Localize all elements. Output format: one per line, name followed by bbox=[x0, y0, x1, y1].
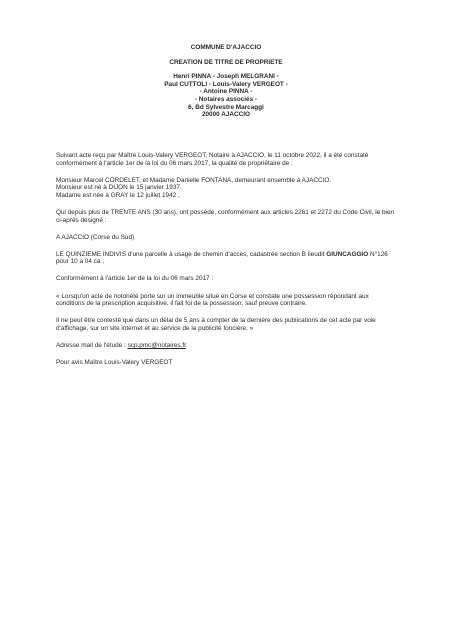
parcel-lieudit: GIUNCAGGIO bbox=[326, 250, 369, 258]
intro-paragraph: Suivant acte reçu par Maître Louis-Valery VERGEOT, Notaire à AJACCIO, le 11 octobre 2022, il a été constaté conformément à l'article 1er de la loi du 06 mars 2017, la qualité de propriétaire de : bbox=[56, 152, 369, 167]
law-reference: Conformément à l'article 1er de la loi du 06 mars 2017 : bbox=[56, 275, 214, 283]
parcel-paragraph bbox=[56, 251, 396, 266]
notaries-line: Henri PINNA - Joseph MELGRANI - bbox=[173, 73, 279, 81]
location-paragraph: A AJACCIO (Corse du Sud) bbox=[56, 233, 135, 241]
possession-paragraph: Qui depuis plus de TRENTE ANS (30 ans), ont possédé, conformément aux articles 2261 et 2272 du Code Civil, le bien ci-après désigné : bbox=[56, 208, 395, 224]
email-paragraph bbox=[56, 342, 396, 350]
quote-paragraph: Il ne peut être contesté que dans un délai de 5 ans à compter de la dernière des publications de cet acte par voie d'affichage, sur un site internet et au service de la publicité foncière. » bbox=[56, 317, 376, 332]
email-end: . bbox=[185, 341, 188, 349]
commune-heading: COMMUNE D'AJACCIO bbox=[190, 44, 262, 51]
owners-line: Monsieur Marcel CORDELET, et Madame Danielle FONTANA, demeurant ensemble à AJACCIO. bbox=[56, 176, 332, 184]
quote-paragraph: « Lorsqu'un acte de notoriété porte sur un immeuble situé en Corse et constate une possession répondant aux conditions de la prescription acquisitive, il fait foi de la possession, sauf preuve contraire. bbox=[56, 292, 369, 308]
parcel-rest: N°126 pour 10 a 04 ca ; bbox=[56, 250, 388, 266]
owners-line: Madame est née à GRAY le 12 juillet 1942 ; bbox=[56, 191, 180, 199]
address-line: 20000 AJACCIO bbox=[201, 111, 251, 119]
email-label: Adresse mail de l'étude : bbox=[56, 341, 128, 349]
notaries-line: - Notaires associés - bbox=[194, 95, 258, 103]
document-title: CREATION DE TITRE DE PROPRIETE bbox=[169, 58, 283, 66]
notaries-line: - Antoine PINNA - bbox=[199, 88, 253, 96]
address-line: 6, Bd Sylvestre Marcaggi bbox=[188, 103, 264, 111]
closing-line: Pour avis Maître Louis-Valery VERGEOT bbox=[56, 359, 173, 366]
owners-line: Monsieur est né à DIJON le 15 janvier 1937. bbox=[56, 184, 182, 192]
parcel-text: LE QUINZIEME INDIVIS d'une parcelle à usage de chemin d'accès, cadastrée section B lieudit bbox=[56, 250, 325, 258]
document-body bbox=[56, 152, 396, 376]
document-header bbox=[0, 44, 452, 119]
notaries-line: Paul CUTTOLI - Louis-Valery VERGEOT - bbox=[164, 80, 288, 88]
email-link[interactable]: scp.pmc@notaires.fr bbox=[127, 341, 186, 349]
owners-paragraph bbox=[56, 177, 396, 200]
